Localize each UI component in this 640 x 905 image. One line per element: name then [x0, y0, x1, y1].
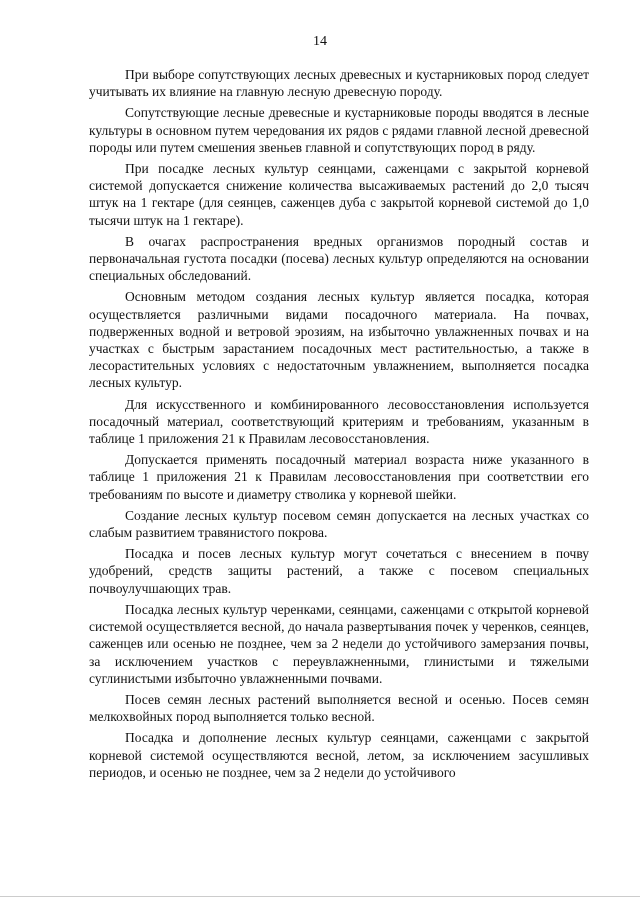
page-number: 14	[313, 34, 327, 49]
paragraph: Посадка лесных культур черенками, сеянцами, саженцами с открытой корневой системой осуществляется весной, до начала развертывания почек у черенков, сеянцев, саженцев или осенью не позднее, чем за 2 недели до устойчивого замерзания почвы, за исключением участков с переувлажненными, глинистыми и тяжелыми суглинистыми избыточно увлажненными почвами.	[89, 601, 589, 686]
paragraph: Посев семян лесных растений выполняется весной и осенью. Посев семян мелкохвойных пород выполняется только весной.	[89, 691, 589, 725]
scan-edge-line	[0, 896, 640, 897]
paragraph: В очагах распространения вредных организмов породный состав и первоначальная густота посадки (посева) лесных культур определяются на основании специальных обследований.	[89, 233, 589, 284]
paragraph: Сопутствующие лесные древесные и кустарниковые породы вводятся в лесные культуры в основном путем чередования их рядов с рядами главной лесной древесной породы или путем смешения звеньев главной и сопутствующих пород в ряду.	[89, 105, 589, 155]
paragraph: Посадка и дополнение лесных культур сеянцами, саженцами с закрытой корневой системой осуществляются весной, летом, за исключением засушливых периодов, и осенью не позднее, чем за 2 недели до устойчивого	[89, 730, 589, 780]
paragraph: Допускается применять посадочный материал возраста ниже указанного в таблице 1 приложения 21 к Правилам лесовосстановления при соответствии его требованиям по высоте и диаметру стволика у корневой шейки.	[89, 452, 589, 502]
paragraph: Для искусственного и комбинированного лесовосстановления используется посадочный материал, соответствующий критериям и требованиям, указанным в таблице 1 приложения 21 к Правилам лесовосстановления.	[89, 396, 589, 447]
paragraph: При посадке лесных культур сеянцами, саженцами с закрытой корневой системой допускается снижение количества высаживаемых растений до 2,0 тысяч штук на 1 гектаре (для сеянцев, саженцев дуба с закрытой корневой системой до 1,0 тысячи штук на 1 гектаре).	[89, 161, 589, 228]
paragraph: Посадка и посев лесных культур могут сочетаться с внесением в почву удобрений, средств защиты растений, а также с посевом специальных почвоулучшающих трав.	[89, 546, 589, 596]
paragraph: Создание лесных культур посевом семян допускается на лесных участках со слабым развитием травянистого покрова.	[89, 507, 589, 541]
document-body	[89, 66, 589, 785]
paragraph: Основным методом создания лесных культур является посадка, которая осуществляется различными видами посадочного материала. На почвах, подверженных водной и ветровой эрозиям, на избыточно увлажненных почвах и на участках с быстрым зарастанием посадочных мест растительностью, а также в лесорастительных условиях с недостаточным увлажнением, выполняется посадка лесных культур.	[89, 289, 589, 391]
paragraph: При выборе сопутствующих лесных древесных и кустарниковых пород следует учитывать их влияние на главную лесную древесную породу.	[89, 67, 589, 100]
